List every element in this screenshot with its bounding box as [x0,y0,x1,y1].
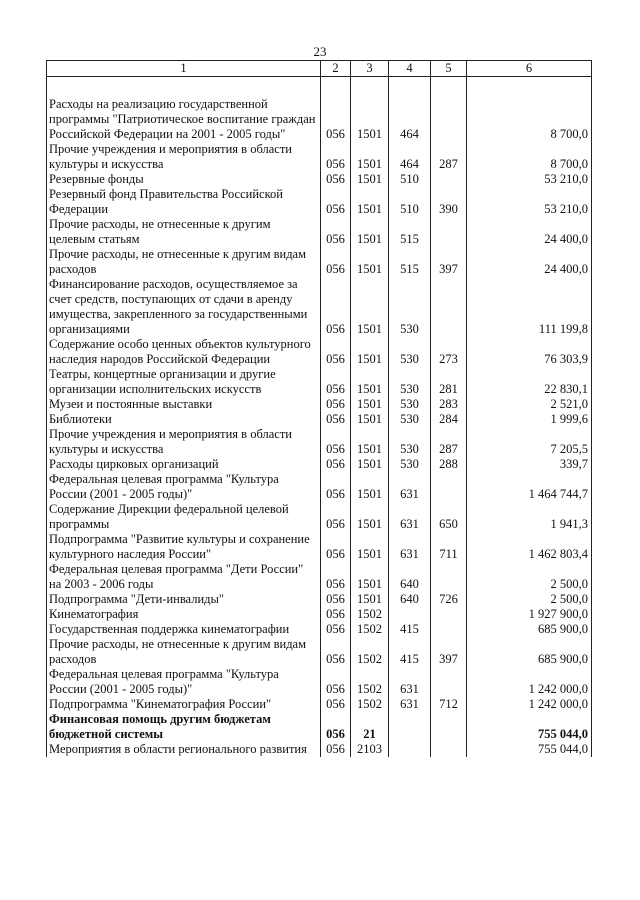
row-code-ministry: 056 [321,187,351,217]
row-description: Государственная поддержка кинематографии [47,622,321,637]
row-code-expense-type: 650 [431,502,467,532]
header-col-2: 2 [321,61,351,77]
row-code-expense-type: 712 [431,697,467,712]
row-amount: 8 700,0 [467,142,592,172]
row-code-target: 530 [389,367,431,397]
row-code-target [389,742,431,757]
row-amount: 1 242 000,0 [467,667,592,697]
row-code-target: 530 [389,337,431,367]
row-code-section: 1501 [351,427,389,457]
row-amount: 53 210,0 [467,172,592,187]
row-code-ministry: 056 [321,742,351,757]
table-row [47,217,592,247]
row-code-target: 464 [389,142,431,172]
row-code-section: 1501 [351,142,389,172]
row-amount: 755 044,0 [467,712,592,742]
row-code-target: 631 [389,697,431,712]
table-row [47,607,592,622]
row-code-ministry: 056 [321,412,351,427]
row-code-expense-type [431,472,467,502]
row-code-ministry: 056 [321,427,351,457]
row-code-target: 530 [389,412,431,427]
row-code-expense-type: 288 [431,457,467,472]
row-code-target: 530 [389,397,431,412]
row-code-ministry: 056 [321,472,351,502]
row-code-target: 510 [389,187,431,217]
row-code-section: 1501 [351,457,389,472]
table-row [47,397,592,412]
row-code-ministry: 056 [321,277,351,337]
row-code-target [389,712,431,742]
row-code-expense-type: 726 [431,592,467,607]
row-amount: 685 900,0 [467,637,592,667]
row-description: Прочие расходы, не отнесенные к другим видам расходов [47,247,321,277]
table-row [47,187,592,217]
row-description: Подпрограмма "Дети-инвалиды" [47,592,321,607]
row-code-target: 631 [389,532,431,562]
row-code-section: 1501 [351,532,389,562]
row-code-ministry: 056 [321,637,351,667]
row-description: Прочие учреждения и мероприятия в области культуры и искусства [47,142,321,172]
row-code-expense-type: 287 [431,142,467,172]
row-amount: 1 462 803,4 [467,532,592,562]
row-description: Финансовая помощь другим бюджетам бюджетной системы [47,712,321,742]
row-description: Мероприятия в области регионального развития [47,742,321,757]
row-code-expense-type [431,562,467,592]
header-col-3: 3 [351,61,389,77]
row-code-section: 1501 [351,247,389,277]
row-code-ministry: 056 [321,142,351,172]
table-row [47,277,592,337]
row-amount: 1 464 744,7 [467,472,592,502]
row-code-ministry: 056 [321,97,351,142]
row-code-ministry: 056 [321,697,351,712]
row-code-ministry: 056 [321,712,351,742]
header-col-4: 4 [389,61,431,77]
row-code-ministry: 056 [321,217,351,247]
row-code-target: 631 [389,502,431,532]
row-code-target: 510 [389,172,431,187]
row-code-expense-type: 281 [431,367,467,397]
table-row [47,502,592,532]
row-code-expense-type [431,712,467,742]
row-code-expense-type: 284 [431,412,467,427]
table-row [47,637,592,667]
row-code-expense-type: 287 [431,427,467,457]
table-spacer-row [47,77,592,98]
row-code-section: 1501 [351,187,389,217]
row-code-ministry: 056 [321,562,351,592]
row-description: Прочие учреждения и мероприятия в области культуры и искусства [47,427,321,457]
row-amount: 76 303,9 [467,337,592,367]
row-amount: 2 500,0 [467,592,592,607]
row-description: Театры, концертные организации и другие организации исполнительских искусств [47,367,321,397]
row-amount: 22 830,1 [467,367,592,397]
row-code-expense-type: 273 [431,337,467,367]
table-row [47,142,592,172]
row-code-target: 530 [389,277,431,337]
row-code-section: 1501 [351,217,389,247]
row-description: Прочие расходы, не отнесенные к другим целевым статьям [47,217,321,247]
row-code-target: 515 [389,217,431,247]
row-amount: 111 199,8 [467,277,592,337]
row-description: Содержание Дирекции федеральной целевой программы [47,502,321,532]
row-code-section: 2103 [351,742,389,757]
row-description: Федеральная целевая программа "Культура России (2001 - 2005 годы)" [47,667,321,697]
row-description: Резервные фонды [47,172,321,187]
row-amount: 1 941,3 [467,502,592,532]
table-header [47,61,592,77]
table-body [47,77,592,758]
row-code-expense-type: 283 [431,397,467,412]
row-code-expense-type: 397 [431,637,467,667]
row-amount: 755 044,0 [467,742,592,757]
row-code-expense-type [431,667,467,697]
row-amount: 339,7 [467,457,592,472]
table-row [47,697,592,712]
row-code-expense-type: 390 [431,187,467,217]
row-code-section: 1501 [351,412,389,427]
row-code-section: 1501 [351,562,389,592]
table-row [47,247,592,277]
row-description: Федеральная целевая программа "Культура России (2001 - 2005 годы)" [47,472,321,502]
row-code-ministry: 056 [321,532,351,562]
row-code-ministry: 056 [321,502,351,532]
row-code-section: 1501 [351,472,389,502]
row-description: Библиотеки [47,412,321,427]
row-code-expense-type [431,742,467,757]
row-amount: 685 900,0 [467,622,592,637]
row-code-ministry: 056 [321,622,351,637]
row-code-expense-type [431,97,467,142]
row-code-section: 1501 [351,397,389,412]
row-amount: 1 927 900,0 [467,607,592,622]
row-code-section: 1502 [351,607,389,622]
table-row [47,532,592,562]
row-amount: 1 999,6 [467,412,592,427]
row-code-ministry: 056 [321,667,351,697]
row-code-target: 640 [389,562,431,592]
row-code-target: 464 [389,97,431,142]
row-code-expense-type [431,172,467,187]
row-code-section: 1502 [351,667,389,697]
table-row [47,667,592,697]
row-code-expense-type: 711 [431,532,467,562]
row-code-target: 530 [389,427,431,457]
row-code-target [389,607,431,622]
table-row [47,427,592,457]
row-amount: 1 242 000,0 [467,697,592,712]
row-code-section: 1502 [351,637,389,667]
row-description: Расходы цирковых организаций [47,457,321,472]
table-row [47,97,592,142]
row-code-ministry: 056 [321,457,351,472]
row-code-section: 1501 [351,172,389,187]
row-amount: 24 400,0 [467,217,592,247]
table-row [47,367,592,397]
header-col-6: 6 [467,61,592,77]
row-code-section: 1502 [351,622,389,637]
row-code-ministry: 056 [321,172,351,187]
row-code-target: 631 [389,667,431,697]
header-col-1: 1 [47,61,321,77]
row-description: Федеральная целевая программа "Дети России" на 2003 - 2006 годы [47,562,321,592]
row-code-expense-type: 397 [431,247,467,277]
row-description: Подпрограмма "Развитие культуры и сохранение культурного наследия России" [47,532,321,562]
row-code-target: 515 [389,247,431,277]
row-code-expense-type [431,217,467,247]
page-number: 23 [313,44,327,59]
row-code-ministry: 056 [321,367,351,397]
table-row [47,562,592,592]
row-description: Финансирование расходов, осуществляемое за счет средств, поступающих от сдачи в аренду имущества, закрепленного за государственными организациями [47,277,321,337]
row-code-section: 1502 [351,697,389,712]
table-row [47,412,592,427]
table-row [47,742,592,757]
row-description: Кинематография [47,607,321,622]
row-amount: 2 500,0 [467,562,592,592]
row-code-section: 1501 [351,277,389,337]
row-code-target: 530 [389,457,431,472]
table-row [47,172,592,187]
row-amount: 8 700,0 [467,97,592,142]
row-code-ministry: 056 [321,247,351,277]
row-code-ministry: 056 [321,397,351,412]
row-code-section: 21 [351,712,389,742]
row-code-target: 640 [389,592,431,607]
row-description: Подпрограмма "Кинематография России" [47,697,321,712]
row-description: Расходы на реализацию государственной программы "Патриотическое воспитание граждан Российской Федерации на 2001 - 2005 годы" [47,97,321,142]
row-code-section: 1501 [351,337,389,367]
row-amount: 24 400,0 [467,247,592,277]
row-description: Содержание особо ценных объектов культурного наследия народов Российской Федерации [47,337,321,367]
row-code-ministry: 056 [321,592,351,607]
header-col-5: 5 [431,61,467,77]
row-code-target: 415 [389,622,431,637]
table-row [47,337,592,367]
row-description: Резервный фонд Правительства Российской Федерации [47,187,321,217]
budget-table [46,60,592,757]
row-code-target: 415 [389,637,431,667]
row-description: Музеи и постоянные выставки [47,397,321,412]
row-code-ministry: 056 [321,337,351,367]
table-row [47,622,592,637]
row-code-section: 1501 [351,367,389,397]
row-description: Прочие расходы, не отнесенные к другим видам расходов [47,637,321,667]
row-amount: 2 521,0 [467,397,592,412]
row-code-expense-type [431,607,467,622]
table-row [47,592,592,607]
table-row [47,472,592,502]
row-code-section: 1501 [351,97,389,142]
table-row [47,712,592,742]
row-amount: 53 210,0 [467,187,592,217]
row-code-ministry: 056 [321,607,351,622]
row-code-expense-type [431,622,467,637]
row-code-section: 1501 [351,592,389,607]
row-code-section: 1501 [351,502,389,532]
row-amount: 7 205,5 [467,427,592,457]
table-row [47,457,592,472]
row-code-expense-type [431,277,467,337]
row-code-target: 631 [389,472,431,502]
